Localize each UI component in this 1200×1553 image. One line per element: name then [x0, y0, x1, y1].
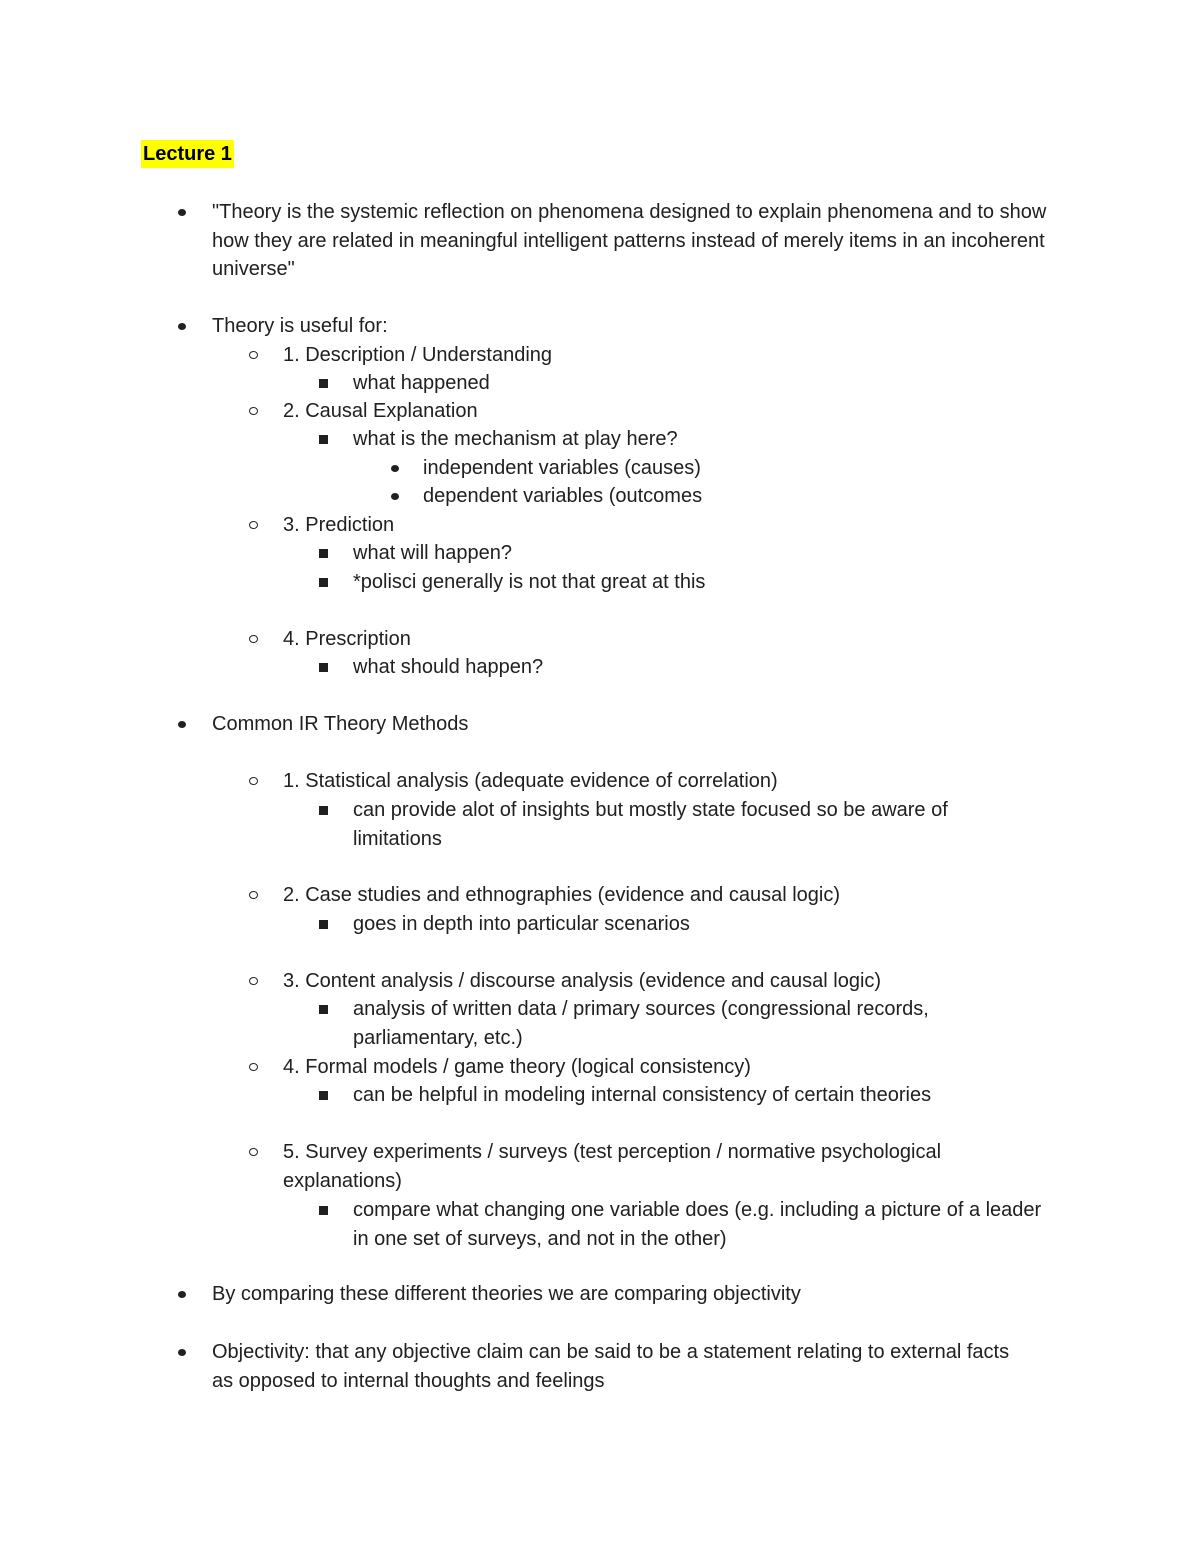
prediction-item: 3. Prediction — [283, 514, 395, 536]
survey-experiments: 5. Survey experiments / surveys (test perception / normative psychological explanations) — [283, 1141, 942, 1192]
causal-item: 2. Causal Explanation — [283, 400, 478, 422]
list-item — [353, 369, 1073, 398]
bullet-circle-icon — [249, 977, 258, 985]
dependent-variables: dependent variables (outcomes — [423, 485, 703, 507]
prediction-detail: what will happen? — [353, 542, 512, 564]
causal-detail: what is the mechanism at play here? — [353, 428, 678, 450]
prescription-item: 4. Prescription — [283, 628, 411, 650]
bullet-disc-icon — [178, 1349, 186, 1356]
comparing-theories: By comparing these different theories we are comparing objectivity — [212, 1283, 801, 1305]
list-item — [283, 397, 1073, 426]
prescription-detail: what should happen? — [353, 656, 544, 678]
list-item — [353, 1081, 1073, 1110]
list-item — [283, 1053, 1073, 1082]
theory-quote: "Theory is the systemic reflection on phenomena designed to explain phenomena and to show how they are related in meaningful intelligent patterns instead of merely items in an incoherent universe" — [212, 201, 1047, 280]
list-item — [283, 511, 1073, 540]
list-item — [212, 198, 1072, 284]
bullet-disc-icon — [178, 209, 186, 216]
description-item: 1. Description / Understanding — [283, 344, 553, 366]
lecture-heading: Lecture 1 — [141, 140, 234, 168]
bullet-disc-icon — [178, 323, 186, 330]
formal-models: 4. Formal models / game theory (logical consistency) — [283, 1056, 751, 1078]
bullet-circle-icon — [249, 1148, 258, 1156]
bullet-square-icon — [319, 578, 328, 587]
bullet-square-icon — [319, 663, 328, 672]
survey-experiments-note: compare what changing one variable does (e.g. including a picture of a leader in one set of surveys, and not in the other) — [353, 1199, 1042, 1250]
theory-useful-for: Theory is useful for: — [212, 315, 388, 337]
bullet-circle-icon — [249, 777, 258, 785]
bullet-square-icon — [319, 1206, 328, 1215]
bullet-disc-icon — [178, 1291, 186, 1298]
formal-models-note: can be helpful in modeling internal consistency of certain theories — [353, 1084, 932, 1106]
list-item — [212, 312, 1072, 341]
bullet-circle-icon — [249, 351, 258, 359]
bullet-circle-icon — [249, 521, 258, 529]
bullet-square-icon — [319, 435, 328, 444]
bullet-square-icon — [319, 920, 328, 929]
bullet-circle-icon — [249, 635, 258, 643]
bullet-circle-icon — [249, 1063, 258, 1071]
list-item — [423, 482, 1073, 511]
bullet-disc-icon — [178, 721, 186, 728]
list-item — [212, 1280, 1072, 1309]
list-item — [283, 967, 1073, 996]
list-item — [283, 1138, 1003, 1195]
description-detail: what happened — [353, 372, 490, 394]
methods-heading: Common IR Theory Methods — [212, 713, 469, 735]
content-analysis-note: analysis of written data / primary sources (congressional records, parliamentary, etc.) — [353, 998, 929, 1049]
list-item — [283, 625, 1073, 654]
list-item — [353, 995, 993, 1052]
statistical-analysis: 1. Statistical analysis (adequate evidence of correlation) — [283, 770, 778, 792]
case-studies-note: goes in depth into particular scenarios — [353, 913, 690, 935]
bullet-square-icon — [319, 806, 328, 815]
list-item — [423, 454, 1073, 483]
list-item — [212, 710, 1072, 739]
bullet-disc-icon — [391, 493, 399, 500]
list-item — [353, 568, 1073, 597]
bullet-square-icon — [319, 1091, 328, 1100]
prediction-note: *polisci generally is not that great at this — [353, 571, 706, 593]
list-item — [283, 767, 1073, 796]
bullet-square-icon — [319, 549, 328, 558]
list-item — [353, 539, 1073, 568]
list-item — [353, 1196, 1043, 1253]
list-item — [212, 1338, 1032, 1395]
list-item — [283, 881, 1073, 910]
list-item — [353, 910, 1073, 939]
list-item — [353, 425, 1073, 454]
list-item — [283, 341, 1073, 370]
statistical-note: can provide alot of insights but mostly state focused so be aware of limitations — [353, 799, 948, 850]
bullet-square-icon — [319, 1005, 328, 1014]
bullet-square-icon — [319, 379, 328, 388]
independent-variables: independent variables (causes) — [423, 457, 701, 479]
objectivity-definition: Objectivity: that any objective claim can be said to be a statement relating to external facts as opposed to internal thoughts and feelings — [212, 1341, 1010, 1392]
bullet-circle-icon — [249, 407, 258, 415]
bullet-disc-icon — [391, 465, 399, 472]
bullet-circle-icon — [249, 891, 258, 899]
case-studies: 2. Case studies and ethnographies (evidence and causal logic) — [283, 884, 841, 906]
list-item — [353, 653, 1073, 682]
list-item — [353, 796, 1013, 853]
content-analysis: 3. Content analysis / discourse analysis (evidence and causal logic) — [283, 970, 882, 992]
